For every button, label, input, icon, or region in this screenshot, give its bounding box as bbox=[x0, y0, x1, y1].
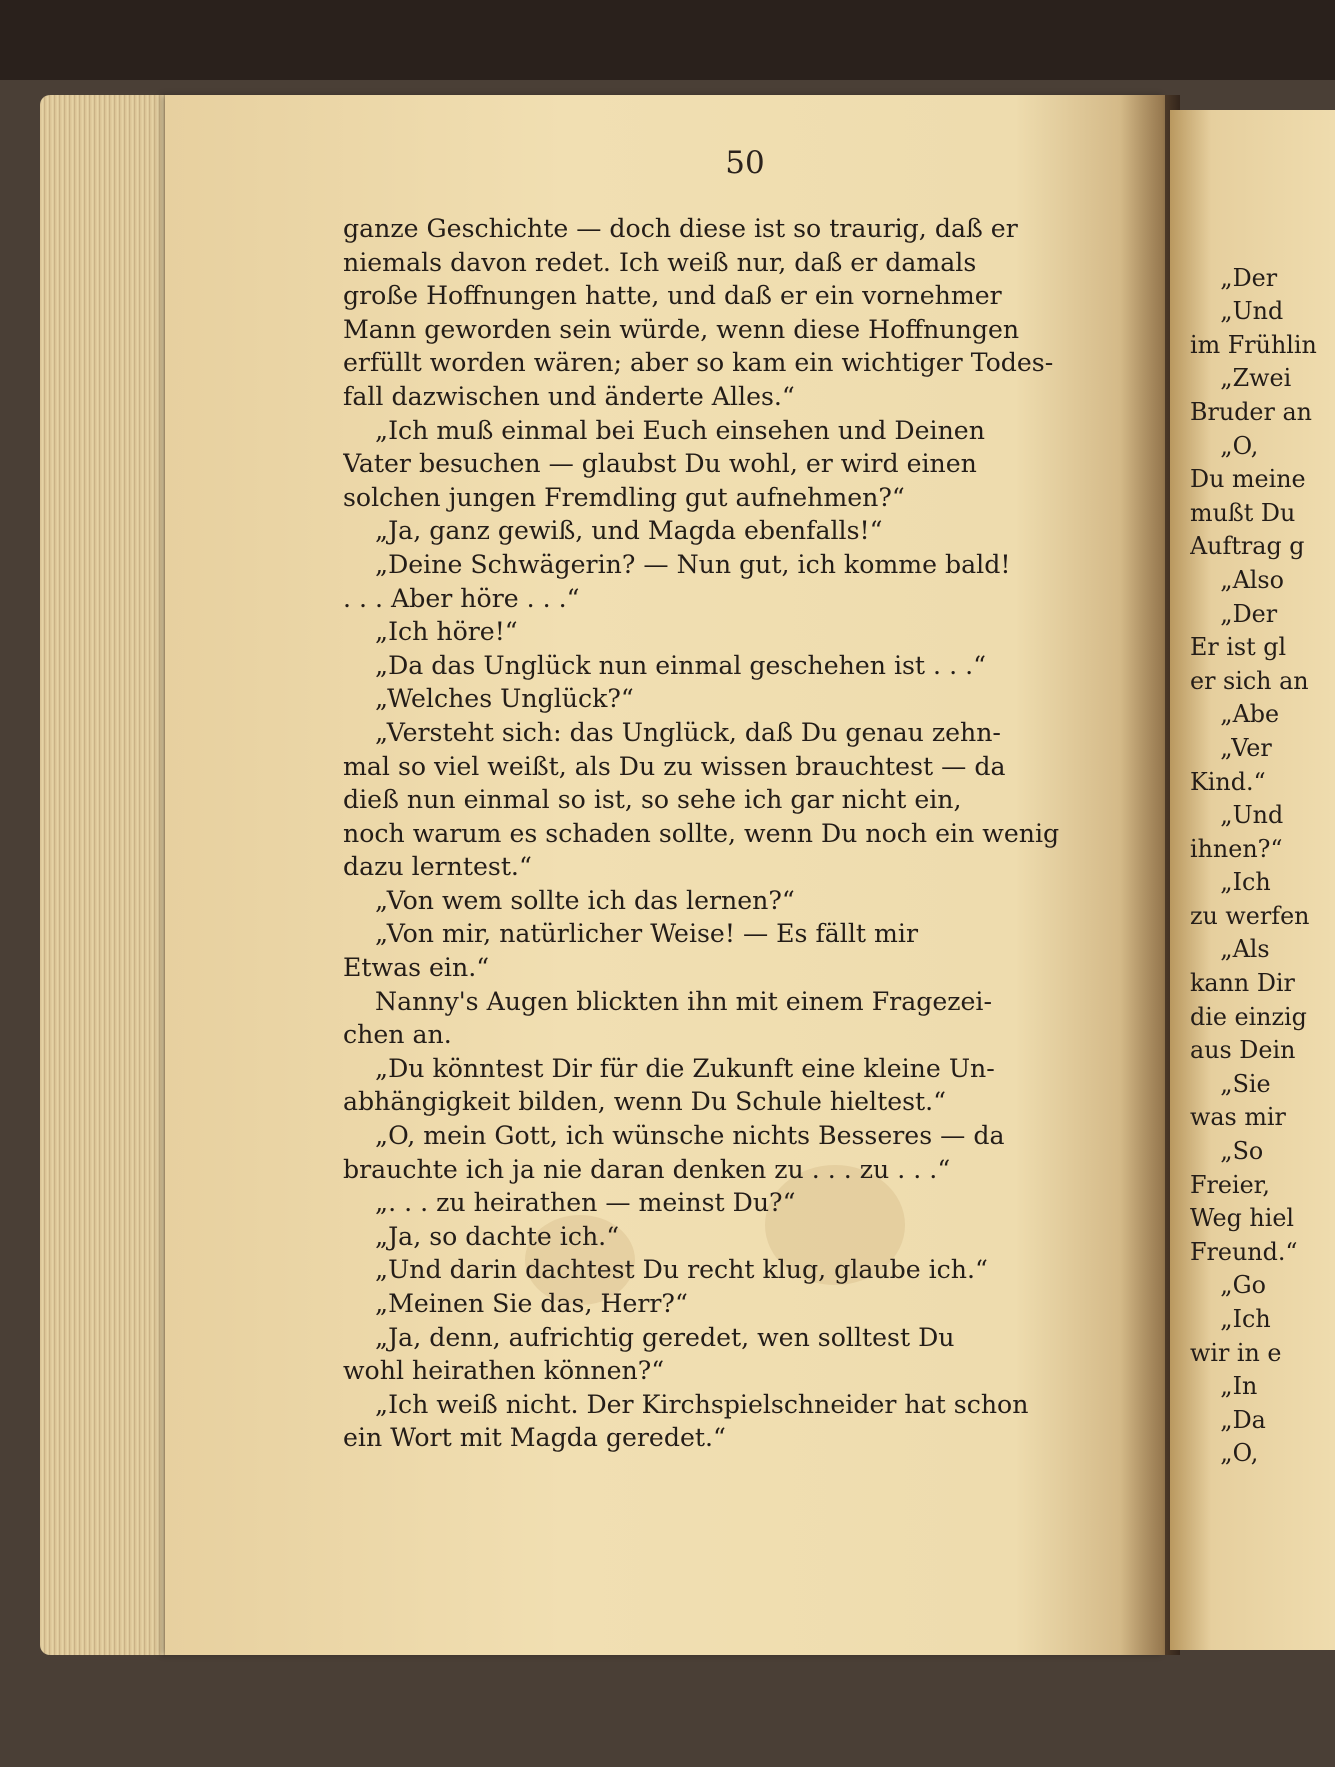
text-line: „In bbox=[1190, 1372, 1258, 1401]
text-line: „Versteht sich: das Unglück, daß Du genau zehn- bbox=[343, 717, 1001, 747]
text-line: Du meine bbox=[1190, 465, 1306, 494]
text-line: was mir bbox=[1190, 1103, 1286, 1132]
text-line: chen an. bbox=[343, 1020, 452, 1050]
text-line: „Also bbox=[1190, 565, 1284, 594]
text-line: „Zwei bbox=[1190, 364, 1292, 393]
text-line: „Deine Schwägerin? — Nun gut, ich komme bald! bbox=[343, 549, 1011, 579]
text-line: „O, bbox=[1190, 1439, 1259, 1468]
text-line: „Go bbox=[1190, 1271, 1266, 1300]
text-line: „Ich weiß nicht. Der Kirchspielschneider hat schon bbox=[343, 1389, 1029, 1419]
text-line: „Ich bbox=[1190, 868, 1271, 897]
text-line: kann Dir bbox=[1190, 969, 1295, 998]
text-line: „O, bbox=[1190, 431, 1266, 460]
text-line bbox=[1190, 228, 1335, 262]
text-line: ganze Geschichte — doch diese ist so traurig, daß er bbox=[343, 214, 1018, 243]
text-line: „Ja, denn, aufrichtig geredet, wen solltest Du bbox=[343, 1322, 955, 1352]
left-page-text bbox=[343, 212, 1148, 1455]
text-line: „Und darin dachtest Du recht klug, glaube ich.“ bbox=[343, 1255, 988, 1285]
text-line: die einzig bbox=[1190, 1002, 1307, 1031]
text-line: wir in e bbox=[1190, 1338, 1282, 1367]
text-line: Auftrag g bbox=[1190, 532, 1305, 561]
page-number: 50 bbox=[725, 145, 765, 181]
text-line: „. . . zu heirathen — meinst Du?“ bbox=[343, 1188, 796, 1218]
page-block-edges bbox=[40, 95, 180, 1655]
text-line: „Und bbox=[1190, 801, 1284, 830]
text-line: Nanny's Augen blickten ihn mit einem Fragezei- bbox=[343, 986, 992, 1016]
text-line: „Ja, so dachte ich.“ bbox=[343, 1221, 620, 1251]
text-line: „Du könntest Dir für die Zukunft eine kleine Un- bbox=[343, 1053, 995, 1083]
text-line: „Der bbox=[1190, 263, 1278, 292]
text-line: „Da das Unglück nun einmal geschehen ist . . .“ bbox=[343, 650, 986, 680]
text-line: Kind.“ bbox=[1190, 767, 1266, 796]
text-line: ihnen?“ bbox=[1190, 834, 1283, 863]
right-page-text bbox=[1190, 228, 1335, 1471]
right-page bbox=[1170, 110, 1335, 1650]
text-line: fall dazwischen und änderte Alles.“ bbox=[343, 381, 795, 411]
text-line: erfüllt worden wären; aber so kam ein wichtiger Todes- bbox=[343, 348, 1054, 378]
text-line: „O, mein Gott, ich wünsche nichts Besseres — da bbox=[343, 1121, 1005, 1151]
text-line: Etwas ein.“ bbox=[343, 953, 490, 983]
text-line: „Welches Unglück?“ bbox=[343, 684, 634, 714]
text-line: abhängigkeit bilden, wenn Du Schule hieltest.“ bbox=[343, 1087, 947, 1117]
text-line: Freier, bbox=[1190, 1170, 1270, 1199]
text-line: Er ist gl bbox=[1190, 633, 1287, 662]
text-line: Bruder an bbox=[1190, 397, 1312, 426]
text-line: „Von mir, natürlicher Weise! — Es fällt mir bbox=[343, 919, 919, 949]
text-line: . . . Aber höre . . .“ bbox=[343, 583, 580, 613]
text-line: zu werfen bbox=[1190, 901, 1310, 930]
text-line: Vater besuchen — glaubst Du wohl, er wird einen bbox=[343, 449, 977, 479]
text-line: „Der bbox=[1190, 599, 1278, 628]
text-line: „Da bbox=[1190, 1405, 1266, 1434]
text-line: ein Wort mit Magda geredet.“ bbox=[343, 1423, 726, 1453]
text-line: im Frühlin bbox=[1190, 330, 1317, 359]
text-line: aus Dein bbox=[1190, 1036, 1296, 1065]
text-line: „So bbox=[1190, 1137, 1264, 1166]
text-line: brauchte ich ja nie daran denken zu . . . zu . . .“ bbox=[343, 1154, 951, 1184]
text-line: große Hoffnungen hatte, und daß er ein vornehmer bbox=[343, 281, 1002, 311]
text-line: er sich an bbox=[1190, 666, 1309, 695]
text-line: wohl heirathen können?“ bbox=[343, 1356, 665, 1386]
text-line: „Meinen Sie das, Herr?“ bbox=[343, 1289, 688, 1318]
text-line: „Ich höre!“ bbox=[343, 617, 518, 647]
text-line: „Sie bbox=[1190, 1069, 1271, 1098]
text-line: niemals davon redet. Ich weiß nur, daß er damals bbox=[343, 247, 977, 277]
text-line: „Ich muß einmal bei Euch einsehen und Deinen bbox=[343, 415, 985, 445]
text-line: „Ver bbox=[1190, 733, 1272, 762]
text-line: „Abe bbox=[1190, 700, 1280, 729]
text-line: „Ich bbox=[1190, 1305, 1271, 1333]
text-line: dazu lerntest.“ bbox=[343, 852, 532, 882]
text-line: Mann geworden sein würde, wenn diese Hoffnungen bbox=[343, 314, 1020, 344]
text-line: solchen jungen Fremdling gut aufnehmen?“ bbox=[343, 482, 905, 512]
text-line: „Und bbox=[1190, 297, 1284, 326]
text-line: „Ja, ganz gewiß, und Magda ebenfalls!“ bbox=[343, 516, 883, 546]
text-line: „Als bbox=[1190, 935, 1270, 964]
text-line: mußt Du bbox=[1190, 498, 1296, 527]
text-line: mal so viel weißt, als Du zu wissen brauchtest — da bbox=[343, 751, 1006, 781]
text-line: „Von wem sollte ich das lernen?“ bbox=[343, 885, 795, 915]
text-line: dieß nun einmal so ist, so sehe ich gar nicht ein, bbox=[343, 785, 962, 815]
text-line: Freund.“ bbox=[1190, 1237, 1298, 1266]
text-line: noch warum es schaden sollte, wenn Du noch ein wenig bbox=[343, 818, 1060, 848]
text-line: Weg hiel bbox=[1190, 1204, 1295, 1233]
